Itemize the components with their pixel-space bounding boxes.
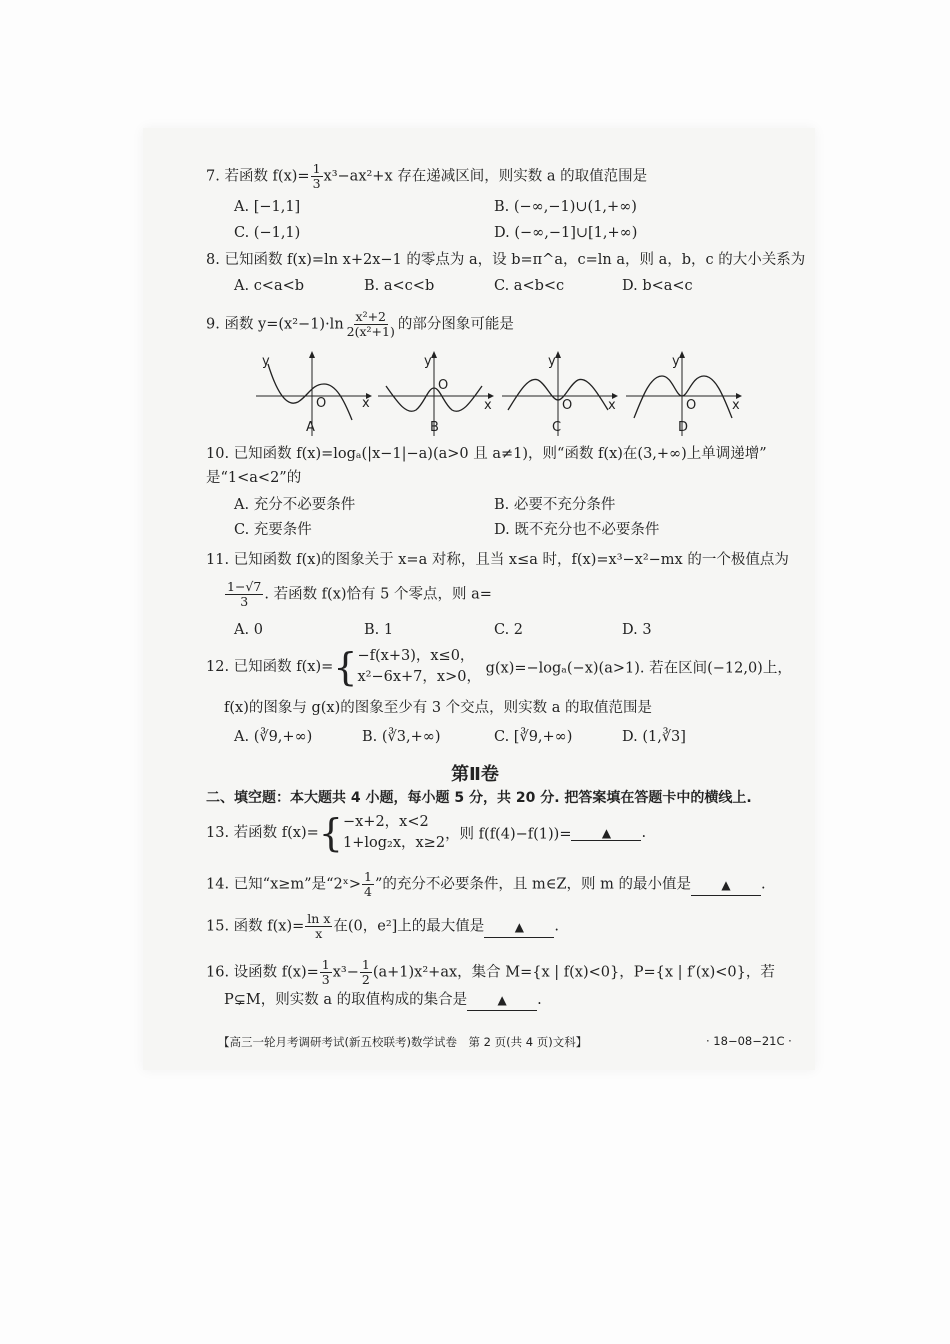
q7-option-c: C. (−1,1)	[234, 225, 301, 241]
piecewise-cases: −x+2，x<2 1+log₂x，x≥2	[342, 814, 446, 851]
question-10-line-1: 10. 已知函数 f(x)=logₐ(|x−1|−a)(a>0 且 a≠1)，则“函数 f(x)在(3,+∞)上单调递增”	[206, 446, 767, 462]
q10-option-a: A. 充分不必要条件	[234, 497, 356, 513]
graph-d-label: D	[678, 420, 689, 435]
q11-option-b: B. 1	[364, 622, 394, 638]
fraction: $\frac{\text{ln x}}{x}$	[307, 911, 331, 941]
q8-option-b: B. a<c<b	[364, 278, 435, 294]
graph-b-origin: O	[438, 378, 449, 393]
graph-d-origin: O	[686, 398, 697, 413]
fraction: $\frac{1}{3}$	[312, 161, 321, 191]
brace: {	[333, 645, 358, 689]
q12-option-d: D. (1,∛3]	[622, 729, 686, 745]
section-2-title: 第Ⅱ卷	[451, 764, 499, 785]
graph-c-origin: O	[562, 398, 573, 413]
graph-a-x-label: x	[362, 396, 370, 411]
q7-option-b: B. (−∞,−1)∪(1,+∞)	[494, 199, 637, 215]
graph-c-label: C	[552, 420, 562, 435]
question-11-line-2: $\frac{1-√7}{3}$ . 若函数 f(x)恰有 5 个零点，则 a=	[227, 579, 492, 609]
question-10-line-2: 是“1<a<2”的	[206, 470, 302, 486]
fraction: $\frac{\text{x²+2}}{\text{2(x²+1)}}$	[346, 309, 395, 339]
question-7: 7. 若函数 f(x)= $\frac{1}{3}$ x³−ax²+x 存在递减区间，则实数 a 的取值范围是	[206, 161, 648, 191]
question-12: 12. 已知函数 f(x)={ −f(x+3)，x≤0， x²−6x+7，x>0， g(x)=−logₐ(−x)(a>1). 若在区间(−12,0)上，	[206, 645, 792, 689]
question-13: 13. 若函数 f(x)={ −x+2，x<2 1+log₂x，x≥2 ，则 f(f(4)−f(1))= ▲ .	[206, 811, 647, 855]
answer-blank[interactable]: ▲	[691, 875, 761, 896]
q8-option-a: A. c<a<b	[234, 278, 305, 294]
q12-option-b: B. (∛3,+∞)	[362, 729, 441, 745]
question-16-line-2: P⊊M，则实数 a 的取值构成的集合是 ▲ .	[224, 990, 542, 1011]
fraction: $\frac{1}{3}$	[321, 957, 330, 987]
q12-option-c: C. [∛9,+∞)	[494, 729, 573, 745]
piecewise-cases: −f(x+3)，x≤0， x²−6x+7，x>0，	[357, 648, 481, 685]
fraction: $\frac{1-√7}{3}$	[227, 579, 262, 609]
q10-option-d: D. 既不充分也不必要条件	[494, 522, 660, 538]
graph-b-x-label: x	[484, 398, 492, 413]
question-8: 8. 已知函数 f(x)=ln x+2x−1 的零点为 a，设 b=π^a，c=ln a，则 a，b，c 的大小关系为	[206, 252, 806, 268]
section-2-header: 二、填空题：本大题共 4 小题，每小题 5 分，共 20 分. 把答案填在答题卡中的横线上.	[206, 790, 752, 806]
question-15: 15. 函数 f(x)= $\frac{\text{ln x}}{x}$ 在(0，e²]上的最大值是 ▲ .	[206, 911, 559, 941]
question-14: 14. 已知“x≥m”是“2ˣ> $\frac{1}{4}$ ”的充分不必要条件，且 m∈Z，则 m 的最小值是 ▲ .	[206, 869, 766, 899]
q11-option-d: D. 3	[622, 622, 652, 638]
question-number: 7.	[206, 168, 220, 185]
graph-d-y-label: y	[672, 354, 680, 369]
brace: {	[318, 811, 343, 855]
q7-option-d: D. (−∞,−1]∪[1,+∞)	[494, 225, 638, 241]
page-footer: 【高三一轮月考调研考试(新五校联考)数学试卷 第 2 页(共 4 页)文科】	[218, 1035, 588, 1049]
paper-code: · 18−08−21C ·	[706, 1034, 792, 1048]
question-12-line-2: f(x)的图象与 g(x)的图象至少有 3 个交点，则实数 a 的取值范围是	[224, 700, 653, 716]
question-9: 9. 函数 y=(x²−1)·ln $\frac{\text{x²+2}}{\text{2(x²+1)}}$ 的部分图象可能是	[206, 309, 514, 339]
fraction: $\frac{1}{2}$	[361, 957, 370, 987]
fraction: $\frac{1}{4}$	[364, 869, 372, 899]
question-16-line-1: 16. 设函数 f(x)= $\frac{1}{3}$ x³− $\frac{1}{2}$ (a+1)x²+ax，集合 M={x | f(x)<0}，P={x | f′(x)<0}，若	[206, 957, 775, 987]
answer-blank[interactable]: ▲	[571, 826, 641, 841]
q10-option-c: C. 充要条件	[234, 522, 312, 538]
graph-c-x-label: x	[608, 398, 616, 413]
graph-a-origin: O	[316, 396, 327, 411]
q11-option-a: A. 0	[234, 622, 263, 638]
q7-option-a: A. [−1,1]	[234, 199, 301, 215]
graph-b-y-label: y	[424, 354, 432, 369]
q11-option-c: C. 2	[494, 622, 524, 638]
q8-option-c: C. a<b<c	[494, 278, 565, 294]
graph-a-y-label: y	[262, 354, 270, 369]
q10-option-b: B. 必要不充分条件	[494, 497, 616, 513]
graph-d-x-label: x	[732, 398, 740, 413]
answer-blank[interactable]: ▲	[484, 917, 554, 938]
graph-c-y-label: y	[548, 354, 556, 369]
q8-option-d: D. b<a<c	[622, 278, 693, 294]
graph-b-label: B	[430, 420, 439, 435]
graph-a-label: A	[306, 420, 315, 435]
q12-option-a: A. (∛9,+∞)	[234, 729, 313, 745]
answer-blank[interactable]: ▲	[467, 990, 537, 1011]
question-11-line-1: 11. 已知函数 f(x)的图象关于 x=a 对称，且当 x≤a 时，f(x)=x³−x²−mx 的一个极值点为	[206, 552, 789, 568]
